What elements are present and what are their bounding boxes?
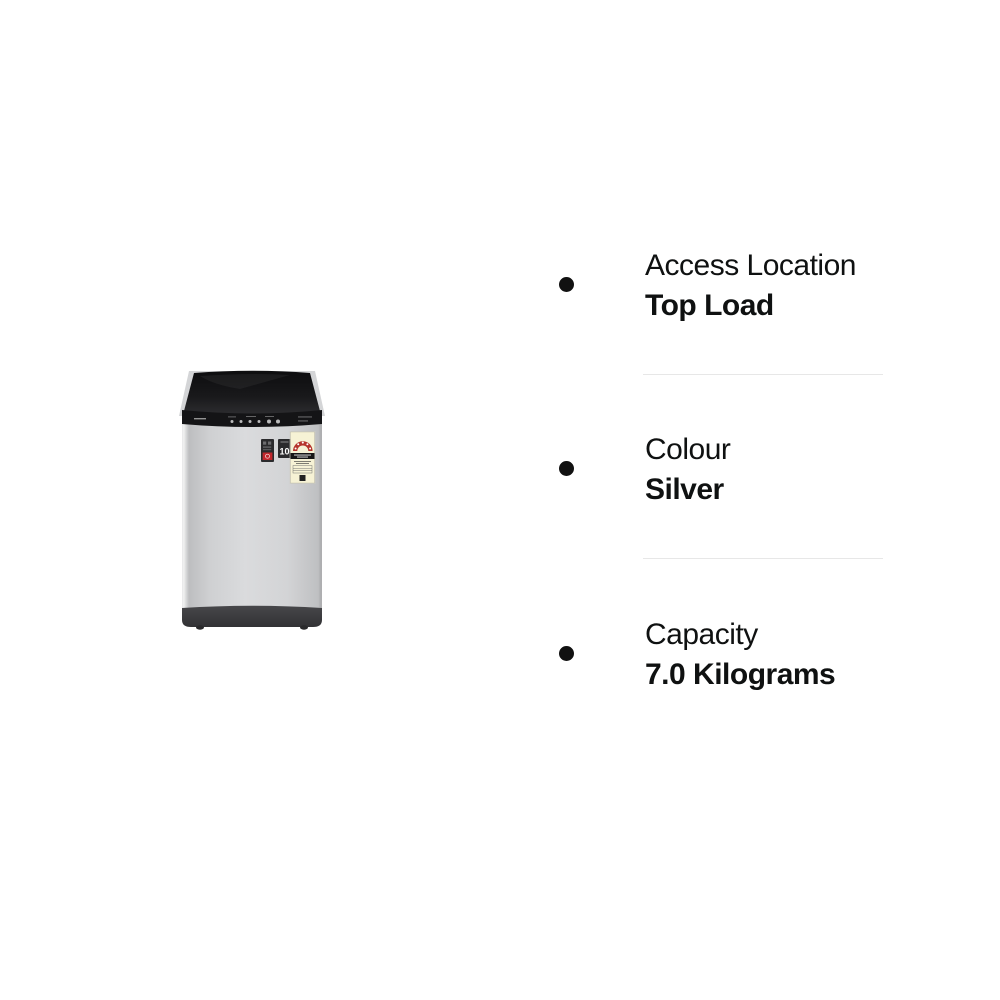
spec-label: Capacity: [645, 618, 758, 651]
spec-value: 7.0 Kilograms: [645, 658, 836, 691]
spec-label: Colour: [645, 433, 731, 466]
machine-lid: [179, 371, 325, 416]
warranty-badge: [278, 439, 291, 458]
spec-value: Silver: [645, 473, 724, 506]
spec-item-access-location: [559, 246, 899, 366]
machine-base: [182, 606, 322, 630]
bullet-icon: [559, 646, 574, 661]
washing-machine-graphic: [170, 365, 334, 633]
spec-label: Access Location: [645, 249, 856, 282]
spec-divider: [643, 558, 883, 559]
warranty-badge-number: 10: [279, 446, 290, 457]
smart-inverter-badge: [261, 439, 274, 462]
panel-logo-mark: [194, 418, 206, 419]
label-qr-code: [300, 475, 306, 481]
spec-item-capacity: [559, 615, 899, 735]
bullet-icon: [559, 277, 574, 292]
spec-value: Top Load: [645, 289, 774, 322]
spec-item-colour: [559, 430, 899, 550]
energy-rating-label: [290, 431, 316, 484]
washing-machine-image[interactable]: [170, 365, 334, 633]
bullet-icon: [559, 461, 574, 476]
spec-divider: [643, 374, 883, 375]
